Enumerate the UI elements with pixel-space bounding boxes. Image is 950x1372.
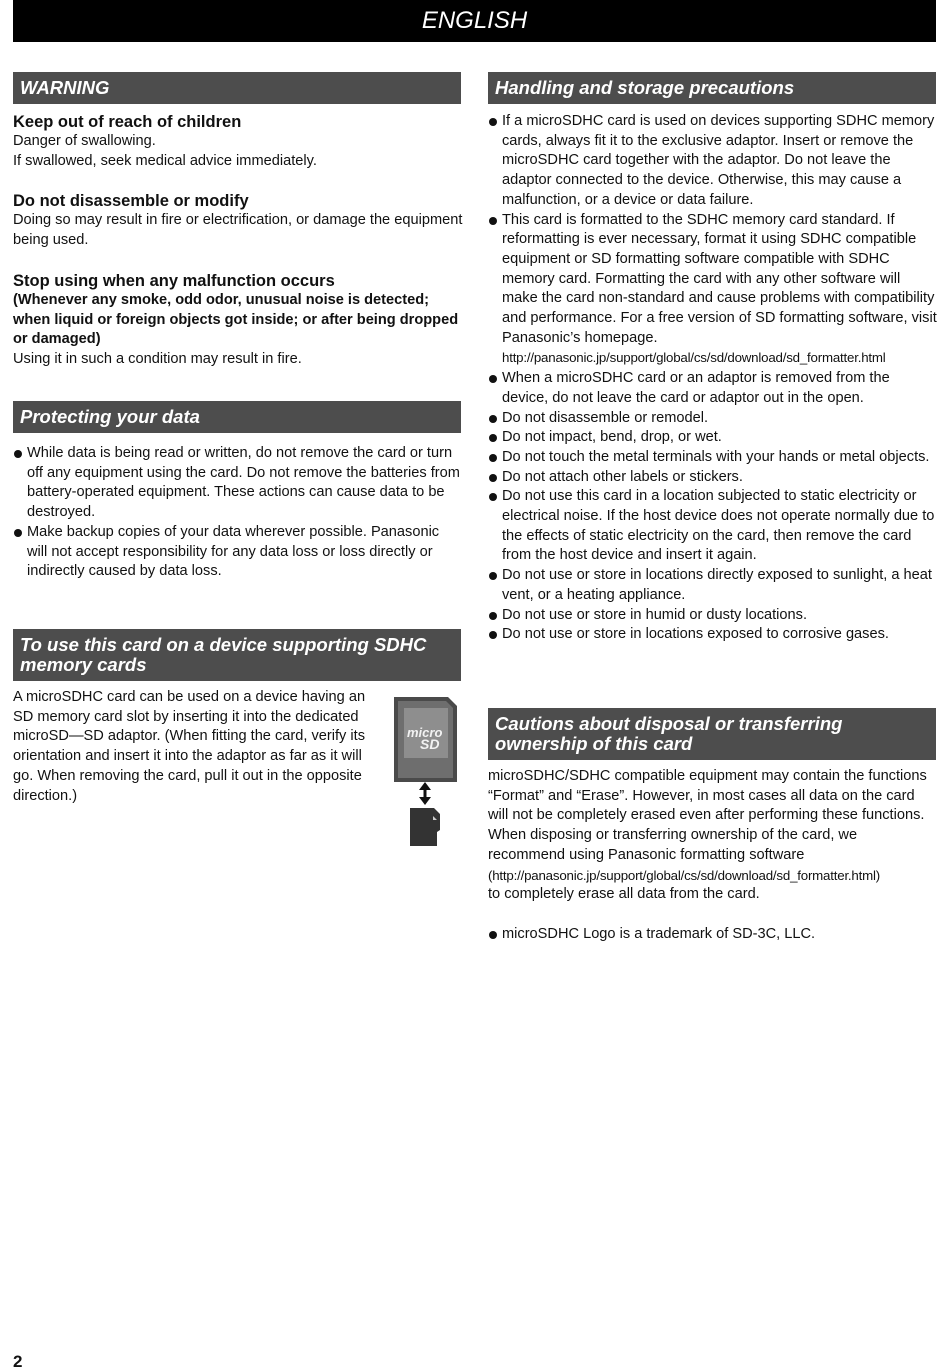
protecting-heading: Protecting your data (13, 401, 461, 433)
list-item: Do not use this card in a location subjected to static electricity or electrical noise. If the host device does not operate normally due to the effects of static electricity on the card, then remove the card from the host device and insert it again. (488, 487, 938, 566)
sdhc-text: A microSDHC card can be used on a device having an SD memory card slot by inserting it into the dedicated microSD—SD adaptor. (When fitting the card, verify its orientation and insert it into the adaptor as far as it will go. When removing the card, pull it out in the opposite direction.) (13, 689, 366, 804)
handling-section (488, 72, 936, 104)
list-item: Do not use or store in humid or dusty locations. (488, 606, 938, 626)
disposal-heading: Cautions about disposal or transferring ownership of this card (488, 708, 936, 760)
warning-text: If swallowed, seek medical advice immediately. (13, 152, 317, 169)
warning-title-children: Keep out of reach of children (13, 113, 242, 131)
sdhc-heading: To use this card on a device supporting SDHC memory cards (13, 629, 461, 681)
warning-text: Danger of swallowing. (13, 133, 156, 149)
warning-text: Using it in such a condition may result in fire. (13, 350, 302, 367)
warning-title-disassemble: Do not disassemble or modify (13, 192, 249, 211)
microsd-card-icon (410, 808, 440, 846)
list-item: When a microSDHC card or an adaptor is removed from the device, do not leave the card or adaptor out in the open. (488, 369, 938, 408)
double-arrow-icon (419, 782, 431, 805)
disposal-url-link[interactable]: (http://panasonic.jp/support/global/cs/sd/download/sd_formatter.html) (488, 867, 880, 883)
list-item: Do not use or store in locations directly exposed to sunlight, a heat vent, or a heating appliance. (488, 566, 938, 605)
handling-body (488, 112, 938, 645)
micro-logo-text: micro (407, 725, 443, 740)
protecting-section (13, 401, 461, 433)
disposal-body (488, 767, 938, 945)
warning-conditions: (Whenever any smoke, odd odor, unusual noise is detected; when liquid or foreign objects got inside; or after being dropped or damaged) (13, 291, 459, 348)
warning-title-malfunction: Stop using when any malfunction occurs (13, 271, 335, 290)
warning-text: Doing so may result in fire or electrification, or damage the equipment being used. (13, 212, 463, 249)
list-item: Do not touch the metal terminals with your hands or metal objects. (488, 448, 938, 468)
page-number: 2 (13, 1352, 23, 1371)
list-item: If a microSDHC card is used on devices supporting SDHC memory cards, always fit it to the exclusive adaptor. Insert or remove the microSDHC card together with the adaptor. Do not leave the adaptor connected to the device. Otherwise, this may cause a malfunction, or a device or data failure. (488, 112, 938, 211)
list-item: Make backup copies of your data wherever possible. Panasonic will not accept responsibility for any data loss or loss directly or indirectly caused by data loss. (13, 523, 463, 582)
warning-heading: WARNING (13, 72, 461, 104)
list-item: Do not impact, bend, drop, or wet. (488, 428, 938, 448)
sdhc-section (13, 629, 461, 681)
list-item: While data is being read or written, do not remove the card or turn off any equipment using the card. Do not remove the batteries from battery-operated equipment. These actions can cause data to be destroyed. (13, 444, 463, 523)
trademark-note: microSDHC Logo is a trademark of SD-3C, LLC. (488, 925, 938, 945)
disposal-text: microSDHC/SDHC compatible equipment may contain the functions “Format” and “Erase”. However, in most cases all data on the card will not be completely erased even after performing these functions. When disposing or transferring ownership of the card, we recommend using Panasonic formatting software (488, 768, 927, 863)
list-item (488, 211, 938, 370)
formatter-url-link[interactable]: http://panasonic.jp/support/global/cs/sd/download/sd_formatter.html (502, 350, 886, 366)
protecting-body (13, 444, 463, 582)
list-item: Do not disassemble or remodel. (488, 409, 938, 429)
warning-body (13, 112, 465, 370)
sd-adaptor-illustration (390, 694, 462, 852)
list-item-text: This card is formatted to the SDHC memory card standard. If reformatting is ever necessary, format it using SDHC compatible equipment or SD formatting software compatible with SDHC memory card. Formatting the card with any other software will make the card non-standard and cause problems with compatibility and performance. For a free version of SD formatting software, visit Panasonic’s homepage. (502, 211, 937, 346)
warning-section (13, 72, 461, 104)
language-banner: ENGLISH (13, 0, 936, 42)
disposal-text: to completely erase all data from the card. (488, 886, 760, 903)
handling-heading: Handling and storage precautions (488, 72, 936, 104)
disposal-section (488, 708, 936, 760)
sd-adaptor-icon (394, 697, 457, 782)
list-item: Do not use or store in locations exposed to corrosive gases. (488, 625, 938, 645)
list-item: Do not attach other labels or stickers. (488, 468, 938, 488)
sdhc-body (13, 688, 380, 806)
sd-logo-text: SD (420, 736, 440, 752)
